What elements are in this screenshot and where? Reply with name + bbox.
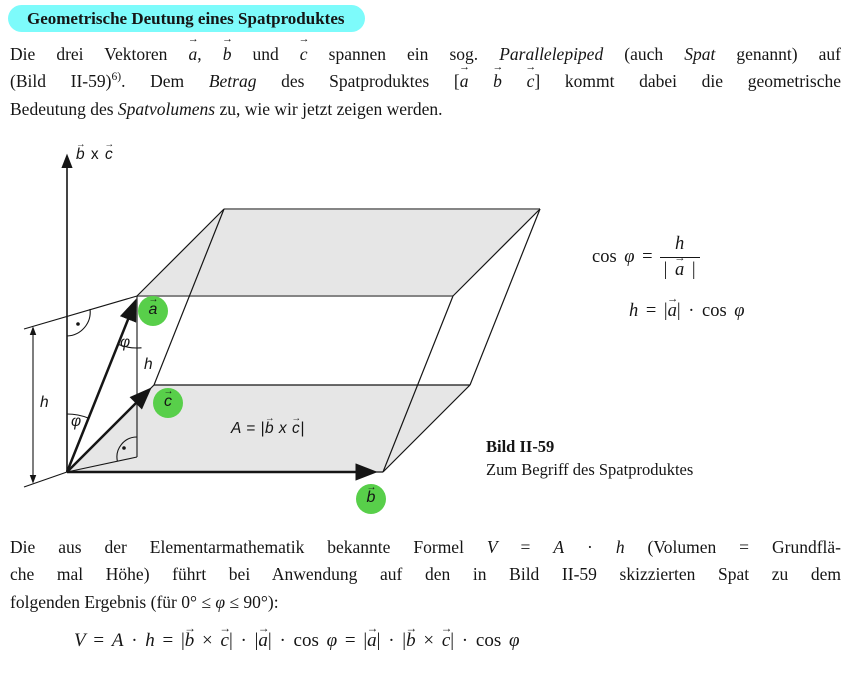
figure-caption-number: Bild II-59 [486, 437, 555, 456]
text-line [10, 561, 841, 588]
text-segment: c → [527, 68, 535, 95]
text-segment: Betrag [208, 71, 257, 92]
right-angle-dot-base [122, 446, 126, 450]
text-segment: a → [149, 301, 158, 319]
text-line [10, 68, 841, 95]
text-segment: b → [367, 489, 376, 507]
text-segment: , [197, 44, 223, 64]
text-segment: φ [326, 630, 338, 651]
text-segment: φ [734, 301, 745, 321]
text-segment: x [85, 146, 105, 163]
text-segment: genannt) auf [715, 44, 841, 64]
text-segment: b → [493, 68, 502, 95]
text-segment: c → [105, 146, 114, 164]
text-segment: = | [638, 301, 668, 321]
text-segment: = | [337, 630, 368, 651]
text-segment: b → [185, 630, 195, 652]
text-segment: φ [215, 591, 226, 612]
text-segment: Die drei Vektoren [10, 44, 189, 64]
fraction-denominator [660, 258, 700, 281]
section-title: Geometrische Deutung eines Spatproduktes [27, 9, 345, 28]
text-segment: a → [367, 630, 377, 652]
axis-label-b-cross-c [76, 146, 114, 164]
text-segment: h [629, 301, 639, 321]
text-segment: | [300, 420, 305, 437]
text-segment: a → [668, 301, 677, 322]
text-segment: = | [241, 420, 265, 437]
text-segment: . Dem [121, 71, 209, 92]
text-segment: Spat [684, 44, 716, 64]
text-segment: h [674, 234, 685, 254]
top-face [137, 209, 540, 296]
text-segment: zu, wie wir jetzt zeigen werden. [215, 98, 443, 119]
figure-caption-text: Zum Begriff des Spatproduktes [486, 460, 694, 479]
text-segment: Parallelepiped [499, 44, 604, 64]
cos-phi-formula [592, 234, 700, 281]
vector-c-label [156, 393, 180, 411]
text-segment: und [231, 44, 300, 64]
text-segment: V [74, 630, 86, 651]
text-segment: A [553, 537, 565, 557]
text-segment: | [684, 260, 696, 280]
text-segment: (Volumen = Grundflä- [624, 537, 841, 557]
right-angle-dot-axis [76, 322, 80, 326]
text-segment: a → [460, 68, 469, 95]
volume-formula [74, 630, 519, 652]
figure-caption [486, 435, 693, 481]
text-segment: des Spatproduktes [ [256, 71, 460, 92]
text-segment: x [274, 420, 292, 437]
base-area-label [231, 420, 305, 438]
text-segment [468, 71, 493, 91]
text-segment: | · cos [450, 630, 509, 651]
text-segment: b → [406, 630, 416, 652]
h-label-mid: h [144, 356, 153, 373]
text-segment: a → [189, 41, 198, 68]
text-segment: che mal Höhe) führt bei Anwendung auf den in Bild II-59 skizzierten Spat zu dem [10, 564, 841, 585]
text-segment: c → [221, 630, 229, 652]
phi-label-upper: φ [120, 334, 131, 351]
height-helper-bottom-line [24, 472, 67, 487]
text-segment: ≤ 90°): [225, 591, 279, 612]
text-segment [502, 71, 527, 91]
text-segment: (Bild II-59) [10, 71, 112, 92]
text-segment: A [231, 420, 242, 437]
text-line [10, 589, 841, 616]
cos-phi-lhs [592, 247, 653, 268]
fraction [660, 234, 700, 281]
text-segment: × [415, 630, 442, 651]
text-segment: Spatvolumens [117, 98, 216, 119]
text-segment: b → [76, 146, 86, 164]
text-segment: ] kommt dabei die geometrische [534, 71, 841, 92]
text-segment: a → [258, 630, 268, 652]
text-segment: = [497, 537, 554, 557]
h-label-left: h [40, 394, 49, 411]
text-line [10, 534, 841, 561]
section-title-highlight [8, 5, 365, 32]
text-segment: · [564, 537, 616, 557]
text-segment: h [615, 537, 625, 557]
text-segment: | · | [376, 630, 407, 651]
text-segment: h [145, 630, 155, 651]
text-segment: b → [265, 420, 274, 438]
text-segment: = [85, 630, 112, 651]
h-formula [629, 301, 745, 322]
text-segment: c → [300, 41, 308, 68]
text-segment: 6) [111, 71, 122, 84]
text-segment: | · cos [676, 301, 735, 321]
text-segment: folgenden Ergebnis (für 0° ≤ [10, 591, 216, 612]
vector-b-label [359, 489, 383, 507]
text-segment: | · cos [267, 630, 327, 651]
phi-label-lower: φ [71, 413, 82, 430]
text-segment: b → [223, 41, 232, 68]
text-segment: (auch [603, 44, 685, 64]
text-segment: c → [442, 630, 450, 652]
text-segment: Die aus der Elementarmathematik bekannte Formel [10, 537, 487, 557]
text-segment: c → [292, 420, 300, 438]
text-segment: Bedeutung des [10, 98, 118, 119]
text-segment: A [111, 630, 124, 651]
height-helper-top-line [24, 296, 137, 329]
text-segment: spannen ein sog. [307, 44, 500, 64]
vector-a-label [141, 301, 165, 319]
text-segment: cos [592, 247, 625, 267]
text-segment: φ [508, 630, 520, 651]
text-segment: c → [164, 393, 172, 411]
text-segment: | · | [228, 630, 259, 651]
intro-paragraph [10, 41, 841, 123]
text-segment: V [486, 537, 498, 557]
text-segment: × [194, 630, 221, 651]
text-line [10, 96, 841, 123]
text-line [10, 41, 841, 68]
body-paragraph [10, 534, 841, 616]
text-segment: · [123, 630, 146, 651]
text-segment: φ [624, 247, 635, 267]
text-segment: = [634, 247, 653, 267]
text-segment: a → [675, 260, 684, 281]
text-segment: | [663, 260, 675, 280]
text-segment: = | [154, 630, 185, 651]
